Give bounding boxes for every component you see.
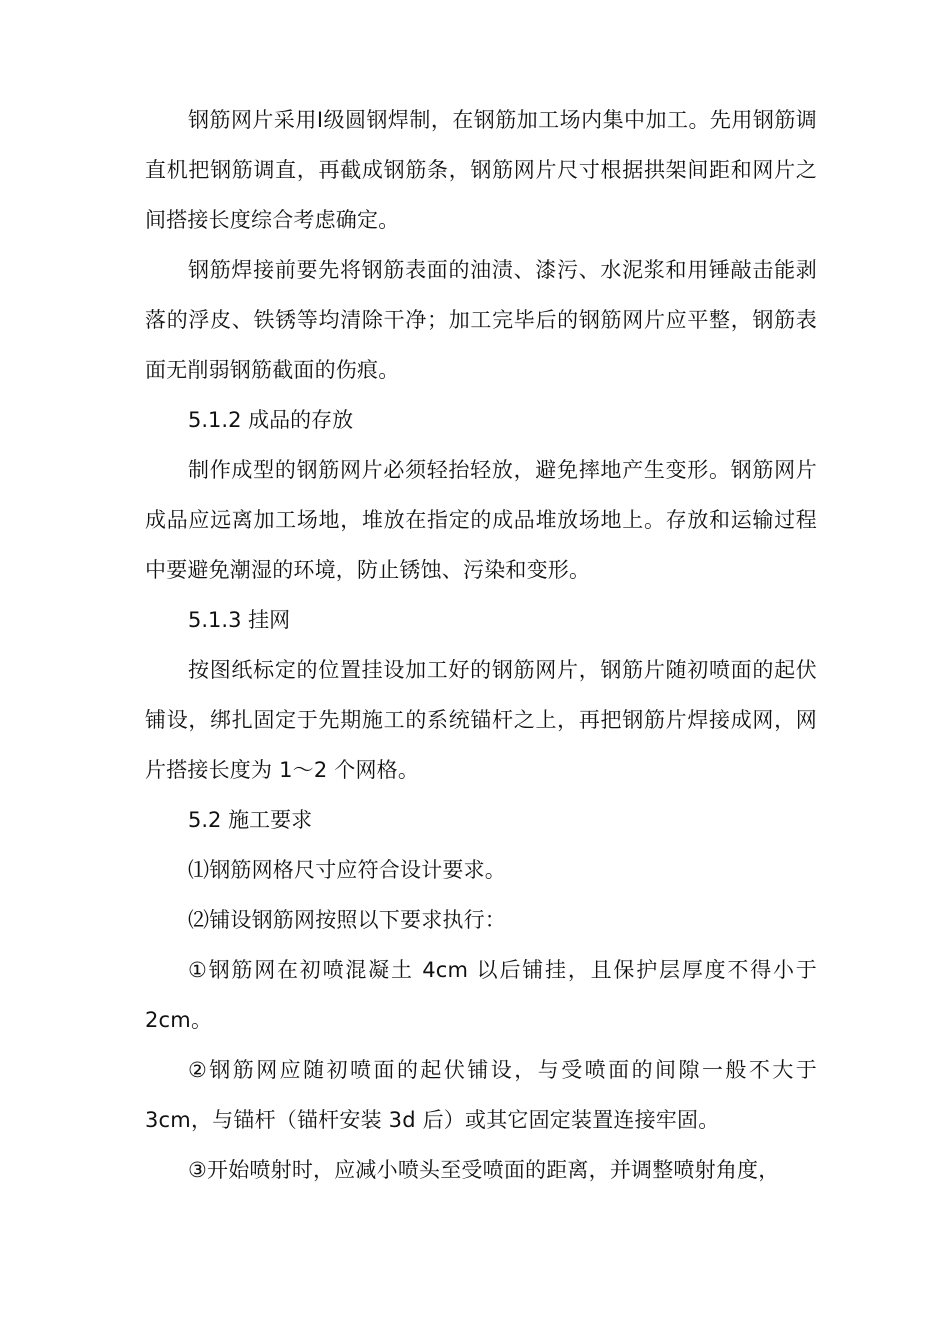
paragraph: 钢筋网片采用Ⅰ级圆钢焊制，在钢筋加工场内集中加工。先用钢筋调直机把钢筋调直，再截成钢筋条，钢筋网片尺寸根据拱架间距和网片之间搭接长度综合考虑确定。 [145,108,817,232]
paragraph: 钢筋焊接前要先将钢筋表面的油渍、漆污、水泥浆和用锤敲击能剥落的浮皮、铁锈等均清除干净；加工完毕后的钢筋网片应平整，钢筋表面无削弱钢筋截面的伤痕。 [145,258,817,382]
sub-list-item: ①钢筋网在初喷混凝土 4cm 以后铺挂，且保护层厚度不得小于 2cm。 [145,958,817,1032]
list-item: ⑴钢筋网格尺寸应符合设计要求。 [188,858,506,882]
sub-list-item: ②钢筋网应随初喷面的起伏铺设，与受喷面的间隙一般不大于 3cm，与锚杆（锚杆安装 3d 后）或其它固定装置连接牢固。 [145,1058,817,1132]
sub-list-item: ③开始喷射时，应减小喷头至受喷面的距离，并调整喷射角度， [188,1158,780,1182]
section-heading: 5.1.2 成品的存放 [188,408,354,432]
paragraph: 按图纸标定的位置挂设加工好的钢筋网片，钢筋片随初喷面的起伏铺设，绑扎固定于先期施工的系统锚杆之上，再把钢筋片焊接成网，网片搭接长度为 1～2 个网格。 [145,658,817,782]
section-heading: 5.1.3 挂网 [188,608,291,632]
paragraph: 制作成型的钢筋网片必须轻抬轻放，避免摔地产生变形。钢筋网片成品应远离加工场地，堆放在指定的成品堆放场地上。存放和运输过程中要避免潮湿的环境，防止锈蚀、污染和变形。 [145,458,817,582]
section-heading: 5.2 施工要求 [188,808,313,832]
list-item: ⑵铺设钢筋网按照以下要求执行： [188,908,506,932]
document-body [145,95,817,1195]
